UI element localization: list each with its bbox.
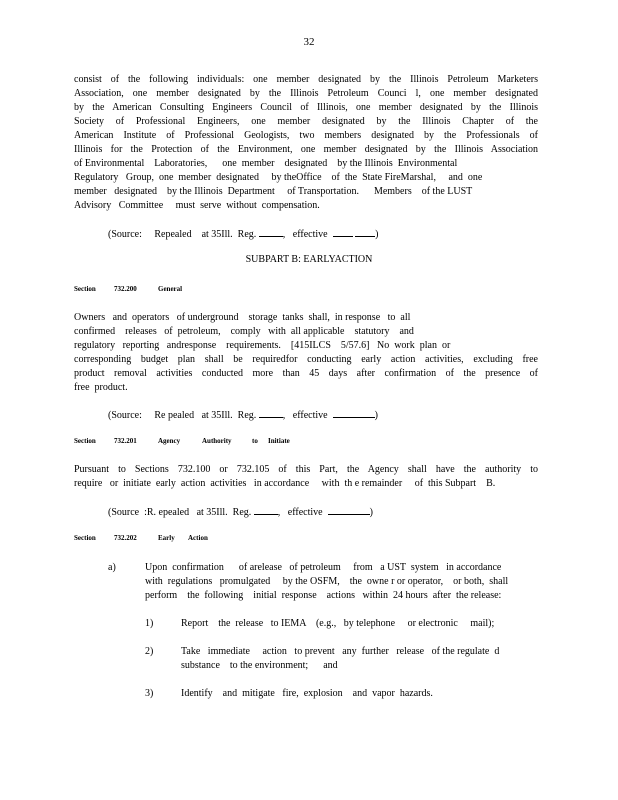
section-number: 732.202: [114, 534, 137, 542]
source-note: [108, 227, 378, 240]
subitem-label: 1): [145, 618, 154, 629]
section-number: 732.201: [114, 437, 137, 445]
para1-line: Society of Professional Engineers, one member designated by the Illinois Chapter of the: [74, 116, 538, 127]
item-a-line: perform the following initial response actions within 24 hours after the release:: [145, 590, 502, 601]
section-title-word: to: [252, 437, 258, 445]
blank-line: [259, 227, 283, 237]
section-title-word: Authority: [202, 437, 232, 445]
section-label: Section: [74, 534, 96, 542]
para1-line: consist of the following individuals: one member designated by the Illinois Petroleum Marketers: [74, 74, 538, 85]
blank-line: [328, 505, 370, 515]
para2-line: corresponding budget plan shall be requiredfor conducting early action activities, excluding free: [74, 354, 538, 365]
blank-line: [355, 227, 375, 237]
source-note: [108, 408, 378, 421]
source-close: ): [375, 229, 379, 240]
source-text: (Source :R. epealed at 35Ill. Reg.: [108, 507, 252, 518]
para2-line: regulatory reporting andresponse requirements. [415ILCS 5/57.6] No work plan or: [74, 340, 451, 351]
item-a-line: Upon confirmation of arelease of petroleum from a UST system in accordance: [145, 562, 502, 573]
section-title-word: Early: [158, 534, 175, 542]
subitem-line: Identify and mitigate fire, explosion and vapor hazards.: [181, 688, 433, 699]
para1-line: by the American Consulting Engineers Council of Illinois, one member designated by the Illinois: [74, 102, 538, 113]
source-effective: , effective: [282, 410, 328, 421]
source-note: [108, 505, 373, 518]
para1-line: American Institute of Professional Geologists, two members designated by the Professionals of: [74, 130, 538, 141]
subpart-heading: SUBPART B: EARLYACTION: [245, 254, 373, 265]
para1-line: of Environmental Laboratories, one member designated by the Illinois Environmental: [74, 158, 458, 169]
subitem-label: 2): [145, 646, 154, 657]
subitem-line: Report the release to IEMA (e.g., by telephone or electronic mail);: [181, 618, 495, 629]
para3-line: Pursuant to Sections 732.100 or 732.105 of this Part, the Agency shall have the authority to: [74, 464, 538, 475]
blank-line: [254, 505, 278, 515]
section-title-word: Action: [188, 534, 208, 542]
para1-line: Regulatory Group, one member designated by theOffice of the State FireMarshal, and one: [74, 172, 483, 183]
item-a-line: with regulations promulgated by the OSFM, the owne r or operator, or both, shall: [145, 576, 509, 587]
para2-line: product removal activities conducted more than 45 days after confirmation of the presence of: [74, 368, 538, 379]
blank-line: [259, 408, 283, 418]
source-effective: , effective: [277, 507, 323, 518]
source-text: (Source: Re pealed at 35Ill. Reg.: [108, 410, 257, 421]
blank-line: [333, 408, 375, 418]
item-label: a): [108, 562, 116, 573]
para1-line: member designated by the Illinois Department of Transportation. Members of the LUST: [74, 186, 473, 197]
para1-line: Illinois for the Protection of the Environment, one member designated by the Illinois Association: [74, 144, 538, 155]
para2-line: confirmed releases of petroleum, comply with all applicable statutory and: [74, 326, 414, 337]
source-close: ): [374, 410, 378, 421]
para2-line: free product.: [74, 382, 128, 393]
section-title: General: [158, 285, 183, 293]
para1-line: Advisory Committee must serve without compensation.: [74, 200, 320, 211]
page-number: 32: [303, 36, 315, 48]
source-effective: , effective: [282, 229, 328, 240]
subitem-line: substance to the environment; and: [181, 660, 338, 671]
blank-line: [333, 227, 353, 237]
para1-line: Association, one member designated by the Illinois Petroleum Counci l, one member designated: [74, 88, 538, 99]
subitem-line: Take immediate action to prevent any further release of the regulate d: [181, 646, 500, 657]
para3-line: require or initiate early action activities in accordance with th e remainder of this Subpart B.: [74, 478, 496, 489]
section-label: Section: [74, 437, 96, 445]
para2-line: Owners and operators of underground storage tanks shall, in response to all: [74, 312, 411, 323]
source-close: ): [369, 507, 373, 518]
source-text: (Source: Repealed at 35Ill. Reg.: [108, 229, 257, 240]
section-title-word: Initiate: [268, 437, 290, 445]
subitem-label: 3): [145, 688, 154, 699]
section-label: Section: [74, 285, 96, 293]
section-title-word: Agency: [158, 437, 181, 445]
section-number: 732.200: [114, 285, 137, 293]
